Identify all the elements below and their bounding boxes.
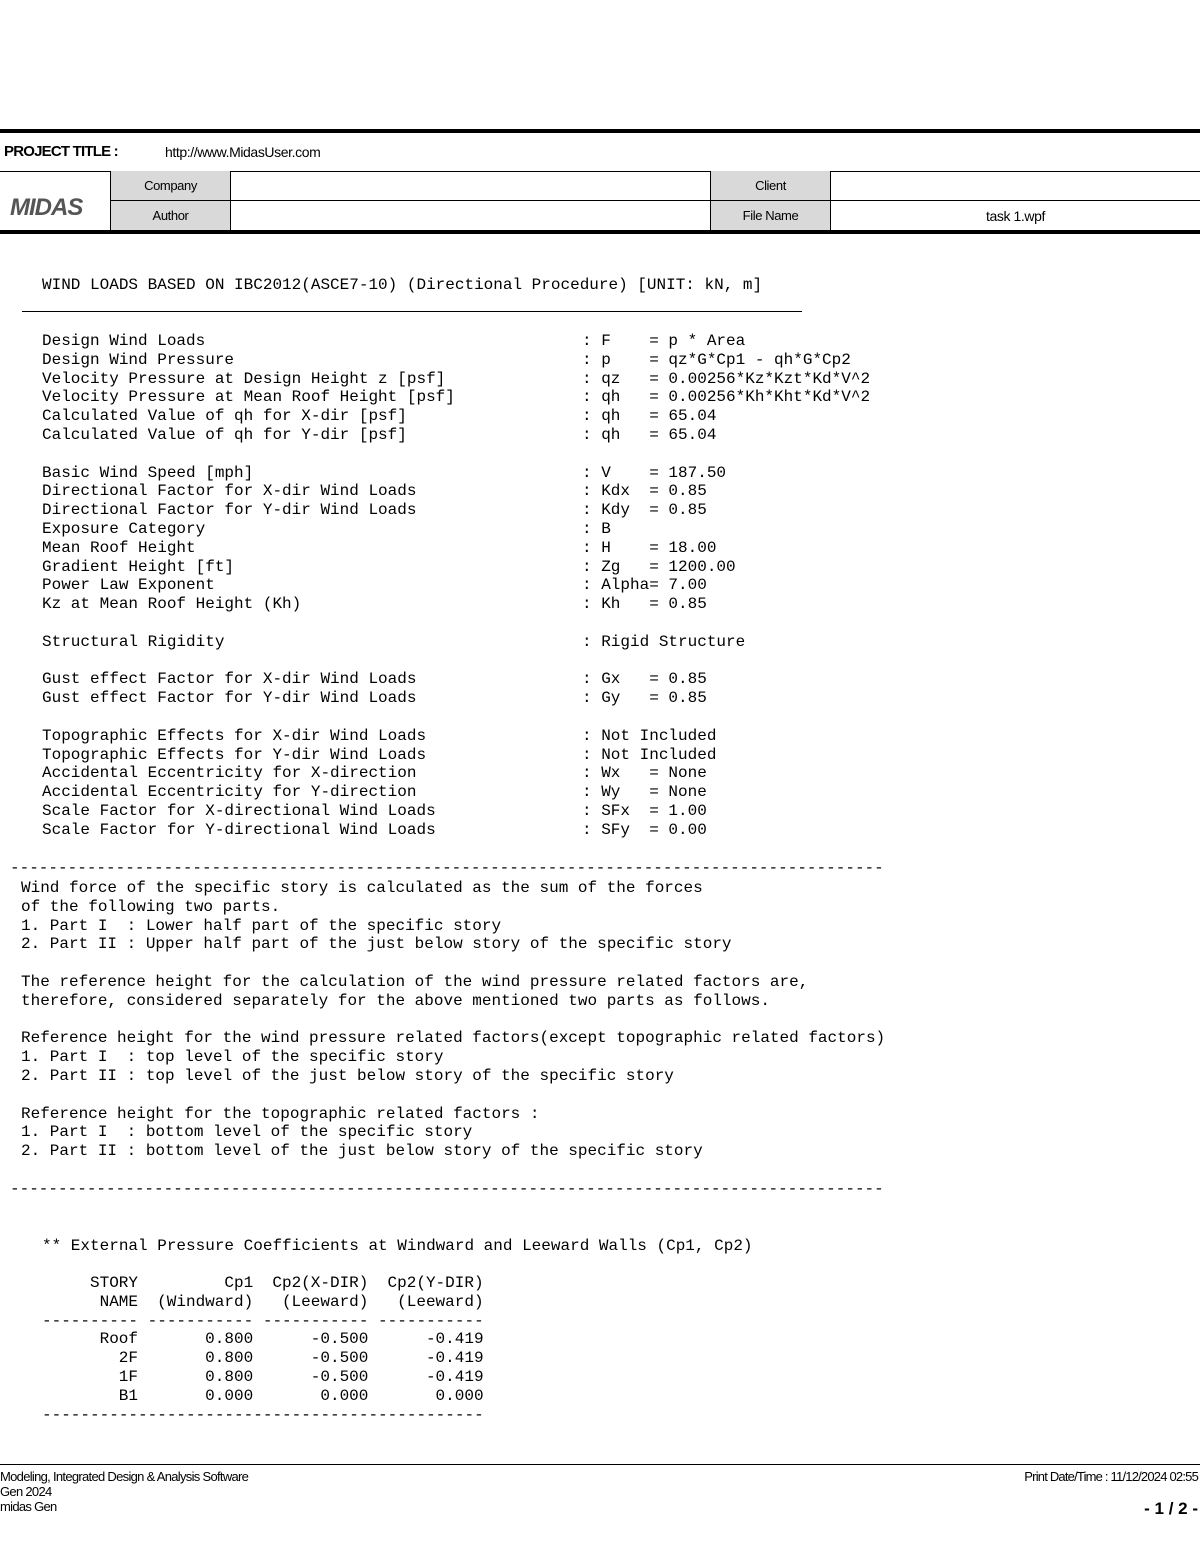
footer-line: Gen 2024 xyxy=(0,1484,52,1499)
parameter-label: Accidental Eccentricity for Y-direction xyxy=(42,783,417,802)
parameter-label: Directional Factor for X-dir Wind Loads xyxy=(42,482,417,501)
parameter-row xyxy=(42,821,870,840)
parameter-value: : qz = 0.00256*Kz*Kzt*Kd*V^2 xyxy=(582,369,871,388)
parameter-row xyxy=(42,332,870,351)
note-line: 1. Part I : top level of the specific story xyxy=(21,1048,444,1067)
dashed-separator-bottom: ------------------------------------------------------------------------------------------- xyxy=(10,1180,884,1198)
parameter-label: Mean Roof Height xyxy=(42,538,196,557)
parameter-value: : Kdx = 0.85 xyxy=(582,482,707,501)
spacer xyxy=(21,954,885,973)
note-line: Wind force of the specific story is calculated as the sum of the forces xyxy=(21,879,703,897)
parameter-row xyxy=(42,426,870,445)
table-cell: -0.500 xyxy=(310,1330,369,1349)
parameter-row xyxy=(42,388,870,407)
parameter-label: Power Law Exponent xyxy=(42,576,215,595)
table-row-header xyxy=(42,1293,484,1312)
parameter-value: : F = p * Area xyxy=(582,332,746,350)
note-line: Reference height for the wind pressure related factors(except topographic related factors) xyxy=(21,1029,886,1048)
note-line: 2. Part II : bottom level of the just below story of the specific story xyxy=(21,1142,703,1161)
table-row-header xyxy=(42,1274,484,1293)
parameter-value: : Gy = 0.85 xyxy=(582,689,707,708)
table-cell: NAME xyxy=(99,1292,138,1311)
note-line: therefore, considered separately for the above mentioned two parts as follows. xyxy=(21,991,770,1010)
table-cell: Cp1 xyxy=(224,1274,254,1292)
author-label: Author xyxy=(110,201,231,230)
logo-text: MIDAS xyxy=(10,194,83,219)
table-cell: Cp2(X-DIR) xyxy=(272,1274,369,1292)
parameter-label: Gust effect Factor for X-dir Wind Loads xyxy=(42,670,417,689)
parameter-label: Scale Factor for X-directional Wind Loads xyxy=(42,801,436,820)
parameter-row xyxy=(42,727,870,746)
table-cell: B1 xyxy=(118,1386,138,1405)
table-cell: -0.419 xyxy=(425,1349,484,1368)
parameter-value: : Not Included xyxy=(582,726,717,745)
parameter-value: : Wx = None xyxy=(582,764,707,783)
spacer xyxy=(42,614,870,633)
parameter-row xyxy=(42,558,870,577)
dashed-separator-top: ------------------------------------------------------------------------------------------- xyxy=(10,859,884,877)
note-line: 1. Part I : bottom level of the specific story xyxy=(21,1123,473,1142)
table-row xyxy=(42,1368,484,1387)
note-line: Reference height for the topographic related factors : xyxy=(21,1104,540,1123)
spacer xyxy=(21,1011,885,1030)
table-header-rule: ---------- ----------- ----------- ----------- xyxy=(42,1311,484,1330)
parameter-value: : p = qz*G*Cp1 - qh*G*Cp2 xyxy=(582,350,851,369)
parameter-value: : qh = 65.04 xyxy=(582,407,717,426)
parameter-row xyxy=(42,520,870,539)
parameter-label: Directional Factor for Y-dir Wind Loads xyxy=(42,501,417,520)
parameter-value: : SFx = 1.00 xyxy=(582,801,707,820)
parameter-row xyxy=(42,633,870,652)
parameter-row xyxy=(42,764,870,783)
parameter-label: Topographic Effects for Y-dir Wind Loads xyxy=(42,745,427,764)
company-value xyxy=(231,171,710,200)
table-cell: Roof xyxy=(99,1330,138,1349)
footer-rule xyxy=(0,1464,1200,1465)
parameter-label: Kz at Mean Roof Height (Kh) xyxy=(42,595,302,614)
note-line: 2. Part II : top level of the just below story of the specific story xyxy=(21,1066,674,1085)
table-cell: 0.800 xyxy=(205,1349,254,1368)
author-value xyxy=(231,201,710,230)
info-table xyxy=(0,171,1200,230)
table-cell: 2F xyxy=(118,1349,138,1368)
spacer xyxy=(42,708,870,727)
footer-line: midas Gen xyxy=(0,1499,57,1514)
title-rule xyxy=(22,311,802,312)
parameter-value: : SFy = 0.00 xyxy=(582,820,707,839)
note-line: 1. Part I : Lower half part of the specific story xyxy=(21,916,502,935)
table-cell: 0.800 xyxy=(205,1367,254,1386)
parameter-row xyxy=(42,407,870,426)
spacer xyxy=(42,445,870,464)
parameter-label: Structural Rigidity xyxy=(42,632,225,651)
parameter-row xyxy=(42,464,870,483)
report-title: WIND LOADS BASED ON IBC2012(ASCE7-10) (Directional Procedure) [UNIT: kN, m] xyxy=(42,276,763,294)
table-cell: Cp2(Y-DIR) xyxy=(387,1274,484,1292)
parameter-label: Velocity Pressure at Design Height z [psf] xyxy=(42,369,446,388)
parameter-row xyxy=(42,783,870,802)
note-line: 2. Part II : Upper half part of the just below story of the specific story xyxy=(21,935,732,954)
midas-logo xyxy=(10,193,98,219)
table-cell: 0.000 xyxy=(435,1386,484,1405)
parameter-value: : V = 187.50 xyxy=(582,463,727,482)
parameter-label: Velocity Pressure at Mean Roof Height [psf] xyxy=(42,388,455,407)
table-cell: (Leeward) xyxy=(281,1292,369,1311)
parameter-label: Gust effect Factor for Y-dir Wind Loads xyxy=(42,689,417,708)
header-bottom-rule xyxy=(0,230,1200,234)
parameter-row xyxy=(42,746,870,765)
parameter-row xyxy=(42,802,870,821)
parameter-row xyxy=(42,351,870,370)
table-bottom-rule: ---------------------------------------------- xyxy=(42,1405,484,1424)
parameter-value: : Not Included xyxy=(582,745,717,764)
table-cell: 0.000 xyxy=(320,1386,369,1405)
notes-block xyxy=(21,879,885,1161)
parameter-value: : qh = 65.04 xyxy=(582,425,717,444)
project-title-label: PROJECT TITLE : xyxy=(4,143,118,160)
note-line: of the following two parts. xyxy=(21,897,281,916)
file-name-value: task 1.wpf xyxy=(985,207,1046,224)
info-table-divider xyxy=(110,200,1200,201)
project-title-value: http://www.MidasUser.com xyxy=(165,144,321,160)
table-cell: -0.500 xyxy=(310,1349,369,1368)
parameter-label: Calculated Value of qh for X-dir [psf] xyxy=(42,407,407,426)
parameter-label: Design Wind Loads xyxy=(42,332,206,350)
parameter-label: Gradient Height [ft] xyxy=(42,557,235,576)
parameter-value: : Rigid Structure xyxy=(582,632,746,651)
page-number: - 1 / 2 - xyxy=(1144,1499,1198,1518)
parameter-value: : Gx = 0.85 xyxy=(582,670,707,689)
table-cell: -0.500 xyxy=(310,1367,369,1386)
parameter-value: : Kh = 0.85 xyxy=(582,595,707,614)
parameter-label: Exposure Category xyxy=(42,519,206,538)
parameter-label: Design Wind Pressure xyxy=(42,350,235,369)
footer-software-info xyxy=(0,1469,248,1514)
parameter-label: Scale Factor for Y-directional Wind Loads xyxy=(42,820,436,839)
parameter-value: : qh = 0.00256*Kh*Kht*Kd*V^2 xyxy=(582,388,871,407)
table-cell: STORY xyxy=(89,1274,138,1292)
parameter-row xyxy=(42,689,870,708)
spacer xyxy=(21,1086,885,1105)
client-label: Client xyxy=(710,171,831,200)
print-date: Print Date/Time : 11/12/2024 02:55 xyxy=(1024,1469,1198,1484)
parameter-row xyxy=(42,576,870,595)
parameter-label: Topographic Effects for X-dir Wind Loads xyxy=(42,726,427,745)
table-row xyxy=(42,1387,484,1406)
table-row xyxy=(42,1330,484,1349)
table-cell: -0.419 xyxy=(425,1367,484,1386)
parameter-label: Calculated Value of qh for Y-dir [psf] xyxy=(42,425,407,444)
file-name-label: File Name xyxy=(710,201,831,230)
table-cell: -0.419 xyxy=(425,1330,484,1349)
parameter-row xyxy=(42,670,870,689)
parameter-value: : Kdy = 0.85 xyxy=(582,501,707,520)
parameter-value: : B xyxy=(582,519,611,538)
pressure-coefficient-table xyxy=(42,1274,484,1424)
table-cell: 0.800 xyxy=(205,1330,254,1349)
company-label: Company xyxy=(110,171,231,200)
project-title-row xyxy=(0,133,1200,172)
table-cell: (Leeward) xyxy=(397,1292,484,1311)
parameter-row xyxy=(42,539,870,558)
parameter-label: Accidental Eccentricity for X-direction xyxy=(42,764,417,783)
parameter-value: : Wy = None xyxy=(582,783,707,802)
footer-line: Modeling, Integrated Design & Analysis Software xyxy=(0,1469,249,1484)
parameter-label: Basic Wind Speed [mph] xyxy=(42,463,254,482)
note-line: The reference height for the calculation of the wind pressure related factors are, xyxy=(21,972,809,991)
table-cell: 1F xyxy=(118,1367,138,1386)
parameter-row xyxy=(42,501,870,520)
parameter-row xyxy=(42,482,870,501)
parameter-row xyxy=(42,595,870,614)
client-value xyxy=(831,171,1200,200)
spacer xyxy=(42,652,870,671)
parameter-row xyxy=(42,370,870,389)
table-cell: (Windward) xyxy=(157,1292,254,1311)
parameter-value: : Alpha= 7.00 xyxy=(582,576,707,595)
external-pressure-title: ** External Pressure Coefficients at Windward and Leeward Walls (Cp1, Cp2) xyxy=(42,1237,753,1255)
parameter-value: : Zg = 1200.00 xyxy=(582,557,736,576)
parameter-value: : H = 18.00 xyxy=(582,538,717,557)
parameter-list xyxy=(42,332,870,840)
table-cell: 0.000 xyxy=(205,1386,254,1405)
table-row xyxy=(42,1349,484,1368)
